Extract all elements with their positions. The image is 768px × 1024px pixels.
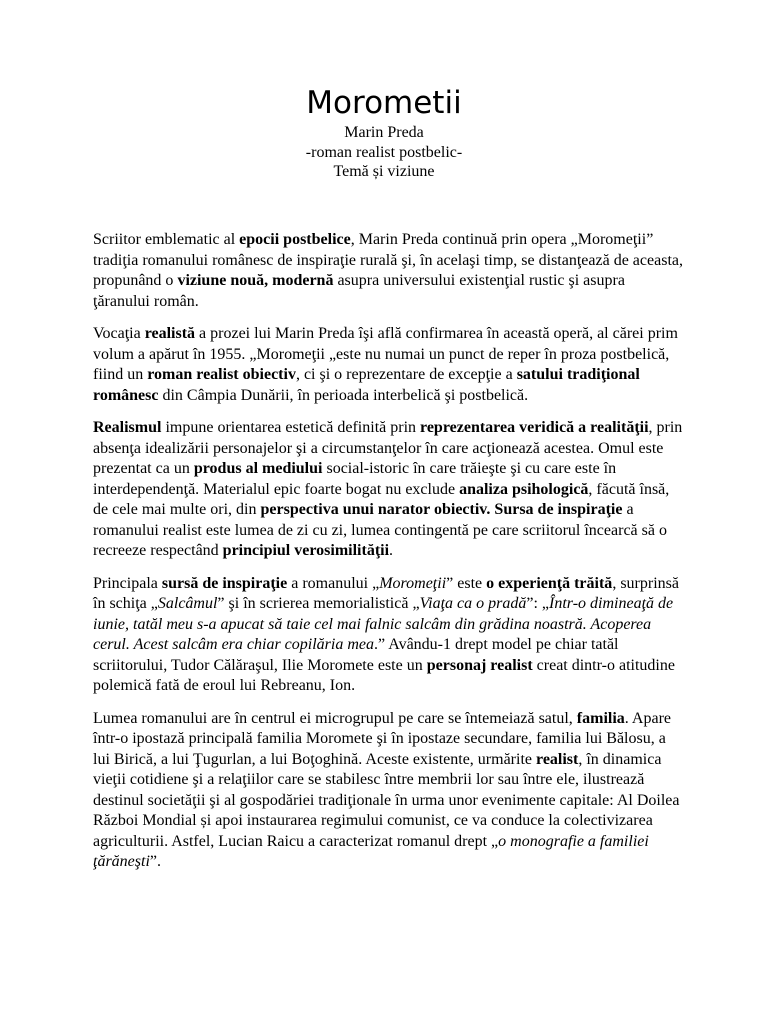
bold-text: principiul verosimilităţii (222, 542, 390, 559)
italic-text: Moromeţii (379, 574, 447, 592)
text-run: Vocaţia (93, 325, 145, 342)
text-run: , surprinsă în schiţa „ (93, 574, 679, 612)
bold-text: perspectiva unui narator obiectiv. Sursa de inspiraţie (260, 501, 623, 518)
text-run: asupra universului existenţial rustic şi asupra ţăranului român. (93, 272, 625, 310)
bold-text: o experienţă trăită (486, 574, 613, 592)
text-run: a romanului „ (287, 574, 380, 592)
bold-text: sursă de inspiraţie (161, 574, 288, 592)
topic-line: Temă și viziune (333, 163, 435, 180)
bold-text: viziune nouă, modernă (177, 272, 334, 289)
italic-text: o monografie a familiei ţărăneşti (93, 832, 649, 870)
italic-text: Salcâmul (157, 595, 218, 612)
italic-text: Viaţa ca o pradă (419, 595, 527, 612)
document-title: Morometii (306, 85, 462, 121)
document-body (93, 230, 683, 885)
bold-text: analiza psihologică (459, 480, 589, 498)
text-run: . Apare într-o ipostază principală familia Moromete şi în ipostaze secundare, familia lui Bălosu, a lui Birică, a lui Ţugurlan, a lui Boţoghină. Aceste existente, urmărite (93, 709, 671, 768)
text-run: Lumea romanului are în centrul ei microgrupul pe care se întemeiază satul, (93, 709, 577, 727)
paragraph (93, 324, 683, 406)
text-run: , făcută însă, de cele mai multe ori, din (93, 480, 670, 518)
text-run: social-istoric în care trăieşte şi cu care este în interdependenţă. Materialul epic foarte bogat nu exclude (93, 460, 617, 498)
paragraph (93, 230, 683, 312)
paragraph (93, 709, 683, 873)
bold-text: personaj realist (426, 656, 533, 674)
text-run: , ci şi o reprezentare de excepţie a (295, 366, 517, 383)
text-run: ” şi în scrierea memorialistică „ (217, 595, 420, 612)
italic-text: Într-o dimineaţă de iunie, tatăl meu s-a apucat să taie cel mai falnic salcâm din grădina noastră. Acoperea cerul. Acest salcâm era chiar copilăria mea (93, 595, 674, 653)
text-run: a romanului realist este lumea de zi cu zi, lumea contingentă pe care scriitorul încearcă să o recreeze respectând (93, 501, 667, 559)
bold-text: produs al mediului (193, 460, 323, 477)
bold-text: Realismul (93, 419, 162, 436)
text-run: ”. (149, 853, 161, 870)
text-run: .” Avându-1 drept model pe chiar tatăl scriitorului, Tudor Călăraşul, Ilie Moromete este un (93, 636, 619, 674)
text-run: Principala (93, 574, 162, 592)
text-run: din Câmpia Dunării, în perioada interbelică şi postbelică. (158, 386, 529, 404)
bold-text: realist (536, 750, 579, 768)
bold-text: reprezentarea veridică a realităţii (420, 419, 649, 436)
bold-text: satului tradiţional românesc (93, 366, 640, 404)
text-run: , prin absenţa idealizării personajelor şi a circumstanţelor în care acţionează acestea. Omul este prezentat ca un (93, 419, 683, 477)
text-run: a prozei lui Marin Preda îşi află confirmarea în această operă, al cărei prim volum a apărut în 1955. „Moromeţii „este nu numai un punct de reper în proza postbelică, fiind un (93, 325, 678, 383)
text-run: ” este (446, 574, 487, 592)
text-run: . (389, 542, 394, 559)
paragraph (93, 574, 683, 697)
text-run: ”: „ (526, 595, 550, 612)
paragraph (93, 418, 683, 562)
text-run: impune orientarea estetică definită prin (161, 419, 421, 436)
bold-text: epocii postbelice (239, 231, 351, 248)
text-run: , Marin Preda continuă prin opera „Moromeţii” tradiţia romanului românesc de inspiraţie rurală şi, în acelaşi timp, se distanţează de aceasta, propunând o (93, 231, 683, 289)
text-run: Scriitor emblematic al (93, 231, 240, 248)
bold-text: familia (576, 709, 625, 727)
text-run: , în dinamica vieţii cotidiene şi a relaţiilor care se stabilesc între membrii lor sau între ele, ilustrează destinul societăţii şi al gospodăriei tradiţionale în urma unor evenimente capitale: Al Doilea Război Mondial și apoi instaurarea regimului comunist, ce va conduce la colectivizarea agriculturii. Astfel, Lucian Raicu a caracterizat romanul drept „ (93, 750, 680, 850)
bold-text: roman realist obiectiv (147, 366, 296, 383)
author-line: Marin Preda (344, 124, 424, 141)
genre-line: -roman realist postbelic- (305, 144, 463, 161)
bold-text: realistă (144, 325, 196, 342)
text-run: creat dintr-o atitudine polemică fată de eroul lui Rebreanu, Ion. (93, 656, 675, 694)
